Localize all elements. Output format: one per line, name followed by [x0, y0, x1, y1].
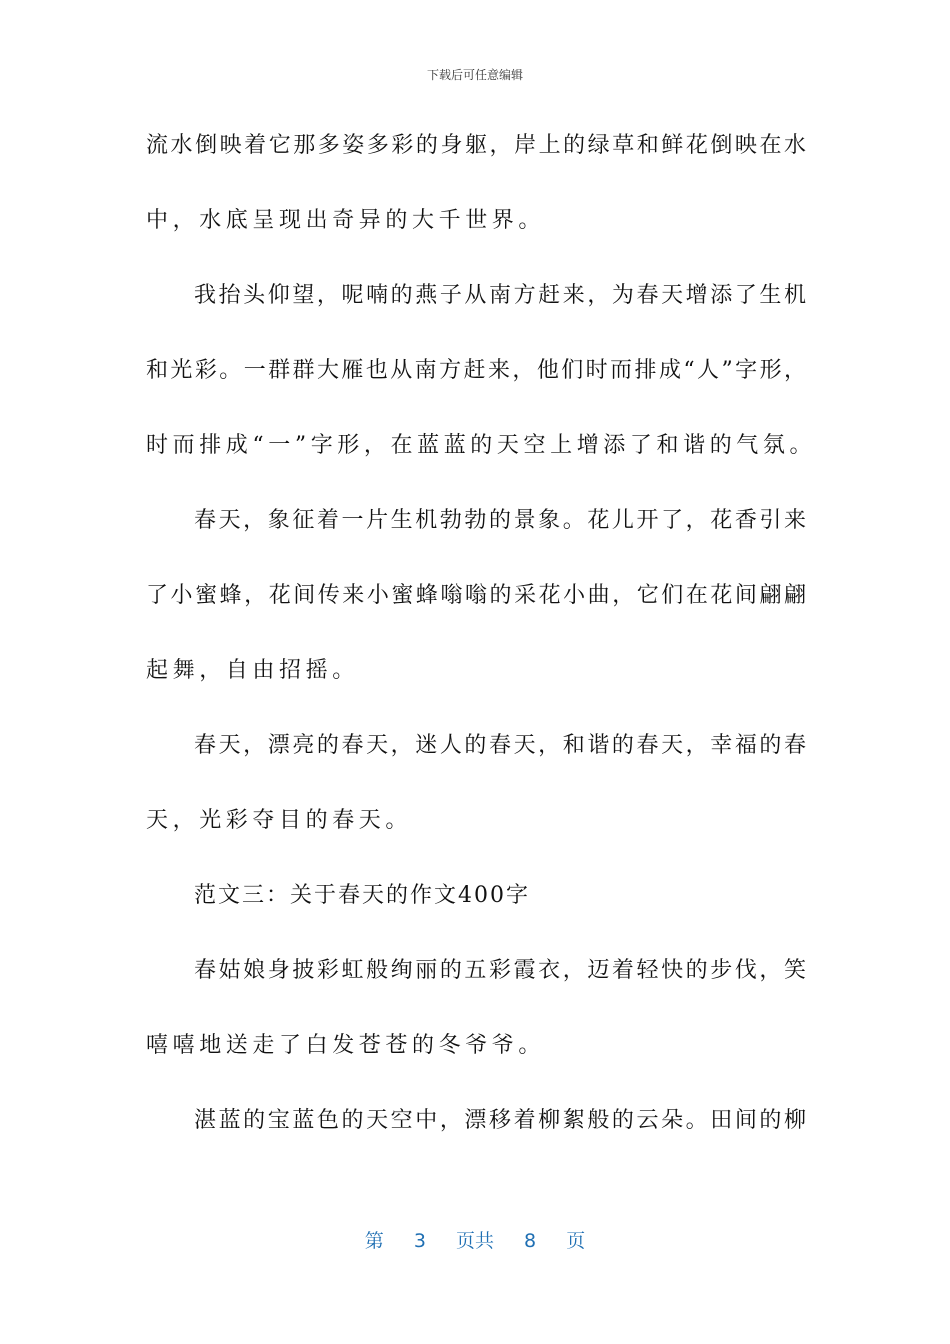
- text-line: 了小蜜蜂，花间传来小蜜蜂嗡嗡的采花小曲，它们在花间翩翩: [146, 583, 806, 608]
- text-line: 湛蓝的宝蓝色的天空中，漂移着柳絮般的云朵。田间的柳: [194, 1108, 806, 1133]
- page-header-note: 下载后可任意编辑: [426, 68, 523, 82]
- text-line: 中，水底呈现出奇异的大千世界。: [146, 208, 546, 233]
- text-line: 起舞，自由招摇。: [146, 658, 359, 683]
- text-line: 流水倒映着它那多姿多彩的身躯，岸上的绿草和鲜花倒映在水: [146, 133, 806, 158]
- text-line: 和光彩。一群群大雁也从南方赶来，他们时而排成“人”字形，: [146, 358, 806, 383]
- text-line: 春天，漂亮的春天，迷人的春天，和谐的春天，幸福的春: [194, 733, 806, 758]
- page-footer: [0, 1226, 950, 1253]
- text-line: 天，光彩夺目的春天。: [146, 808, 413, 833]
- text-line: 春天，象征着一片生机勃勃的景象。花儿开了，花香引来: [194, 508, 806, 533]
- text-line: 春姑娘身披彩虹般绚丽的五彩霞衣，迈着轻快的步伐，笑: [194, 958, 806, 983]
- footer-middle: 页共: [455, 1230, 494, 1252]
- footer-current-page: 3: [413, 1230, 426, 1252]
- text-line: 我抬头仰望，呢喃的燕子从南方赶来，为春天增添了生机: [194, 283, 806, 308]
- text-line: 嘻嘻地送走了白发苍苍的冬爷爷。: [146, 1033, 546, 1058]
- footer-total-pages: 8: [524, 1230, 537, 1252]
- text-line: 时而排成“一”字形，在蓝蓝的天空上增添了和谐的气氛。: [146, 433, 817, 458]
- footer-suffix: 页: [566, 1230, 586, 1252]
- section-heading: 范文三：关于春天的作文400字: [194, 883, 530, 908]
- footer-prefix: 第: [364, 1230, 384, 1252]
